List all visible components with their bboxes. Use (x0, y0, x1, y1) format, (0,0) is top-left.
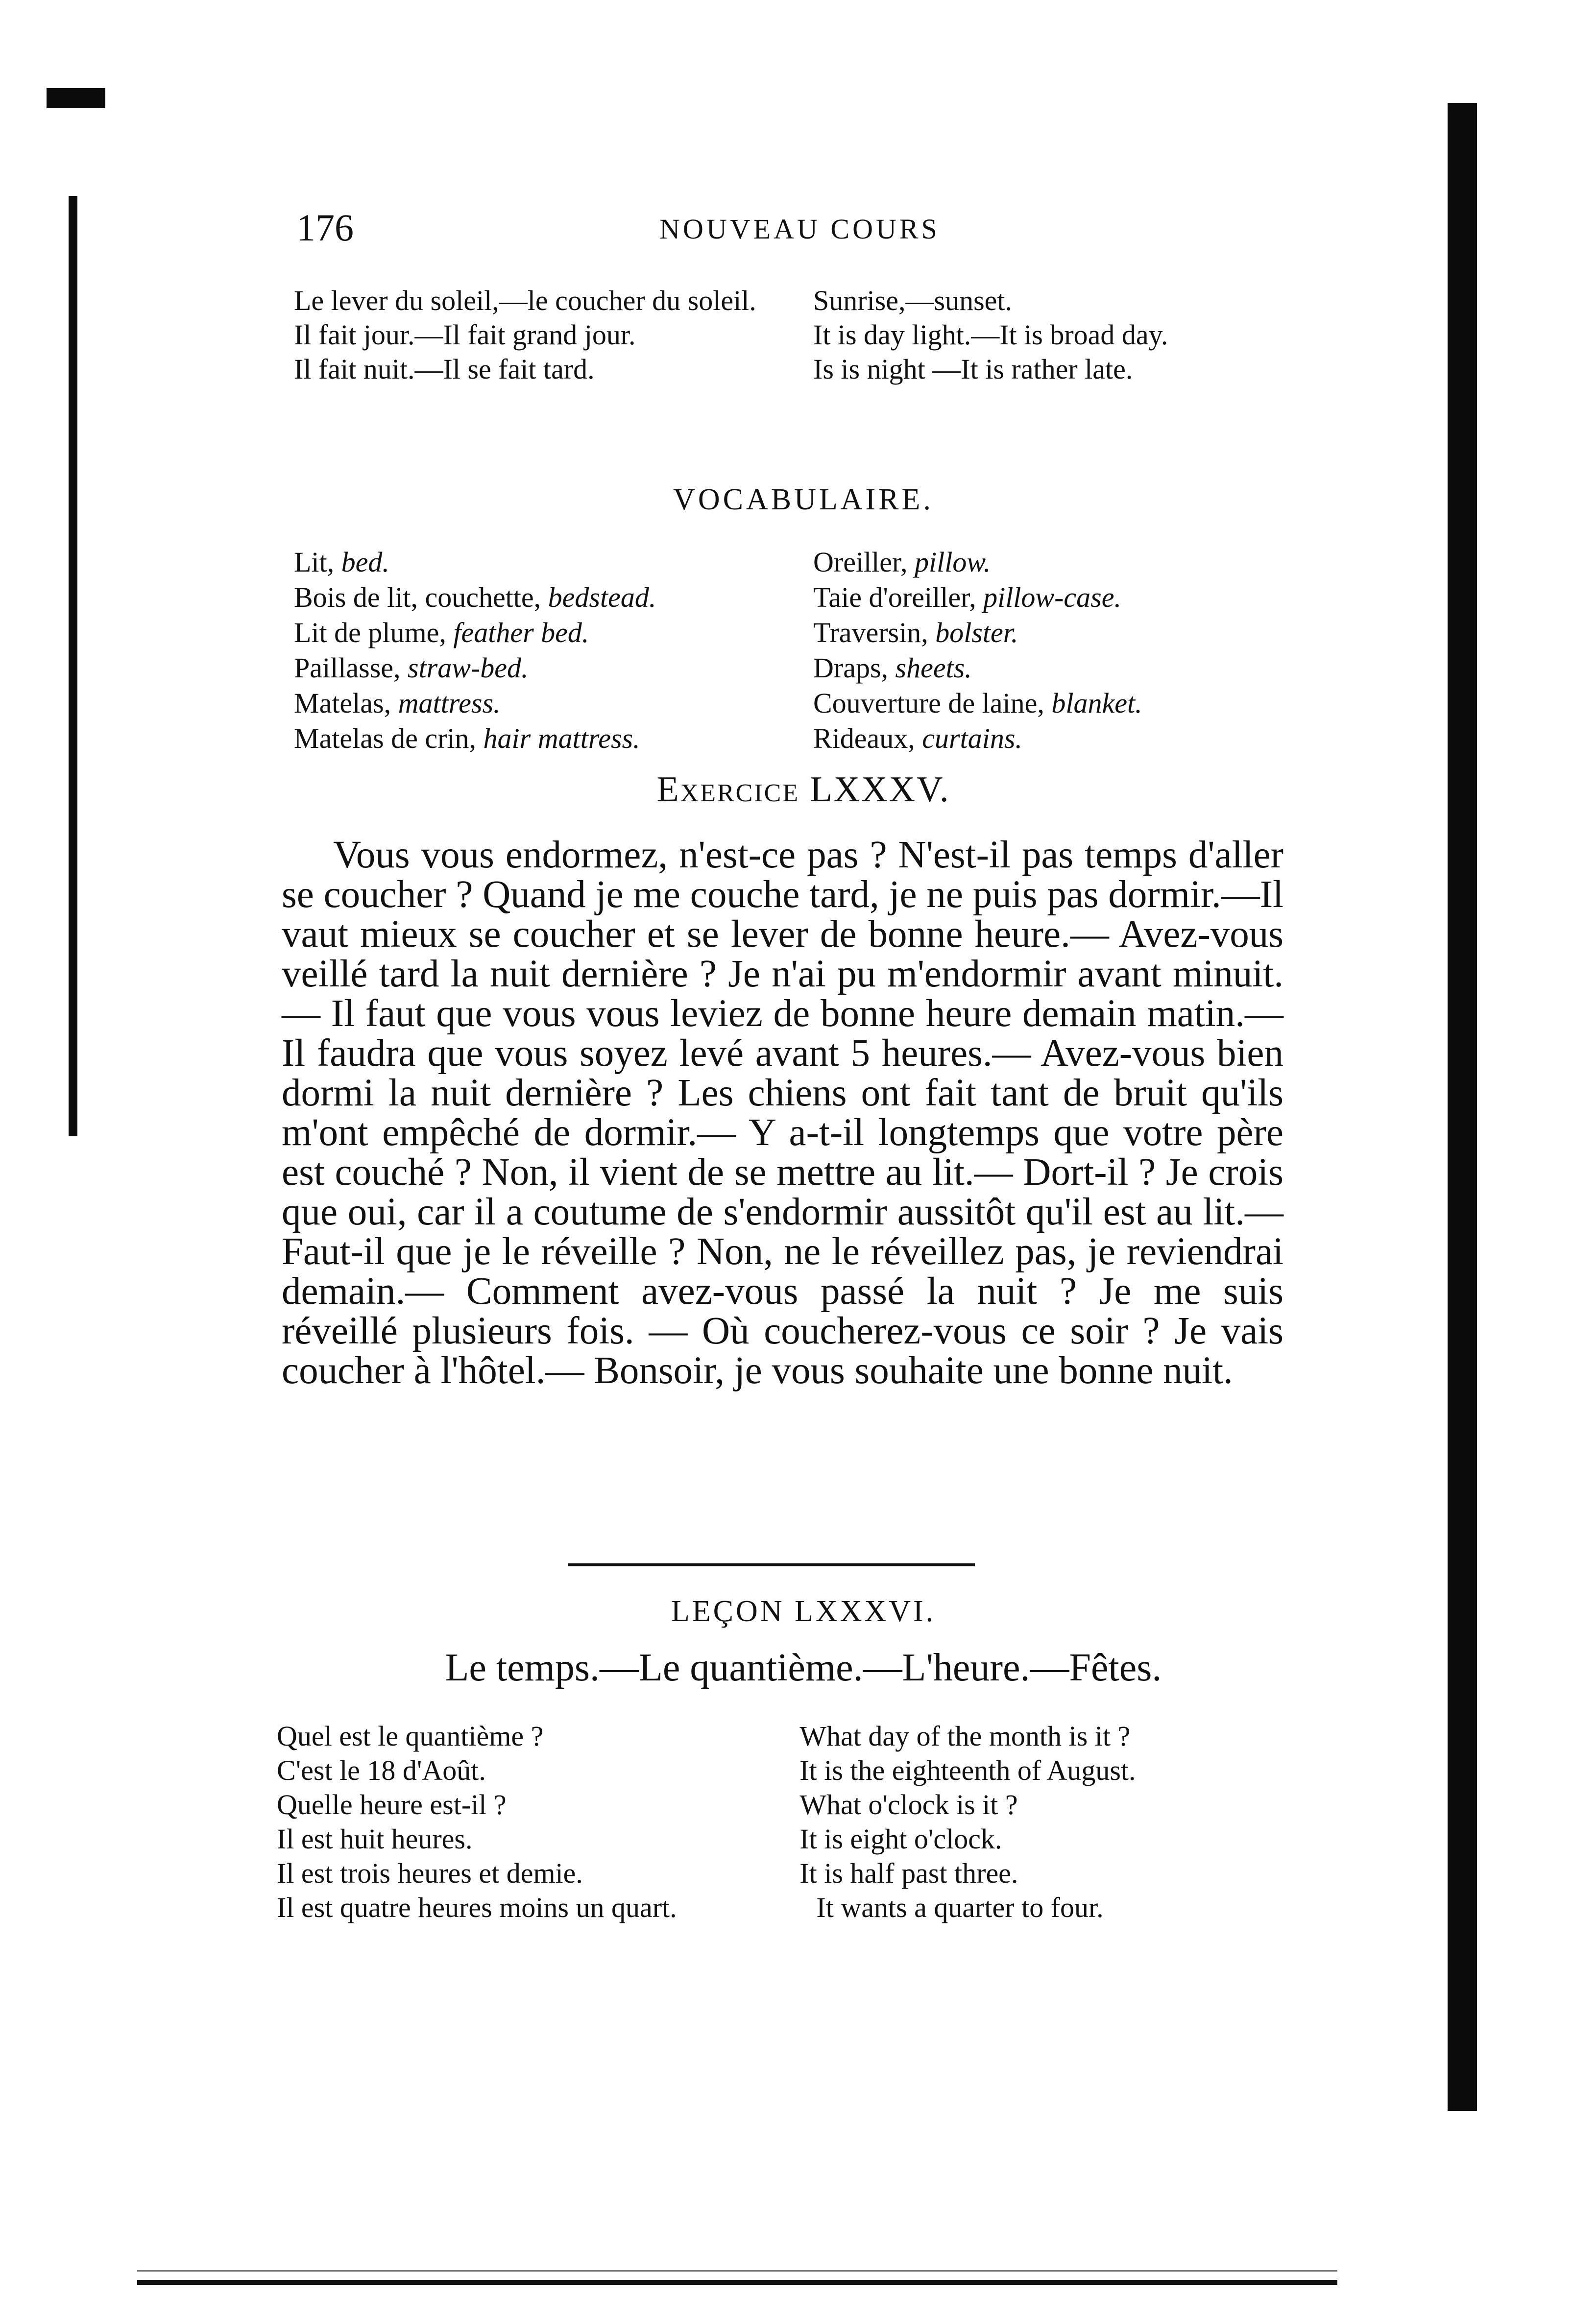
vocab-entry: Oreiller, pillow. (813, 546, 991, 578)
exercise-text (282, 835, 1283, 1390)
vocab-entry: Draps, sheets. (813, 652, 972, 684)
lesson-en: It wants a quarter to four. (816, 1892, 1104, 1923)
scan-bottom-edge-line (137, 2280, 1337, 2285)
vocab-entry: Lit de plume, feather bed. (294, 617, 589, 648)
vocab-row (294, 615, 1313, 650)
lesson-fr: C'est le 18 d'Août. (277, 1754, 486, 1786)
lesson-row (277, 1753, 1296, 1788)
vocab-entry: Matelas de crin, hair mattress. (294, 722, 640, 754)
phrase-row (294, 318, 1313, 352)
phrase-fr: Il fait nuit.—Il se fait tard. (294, 353, 595, 385)
lesson-en: What day of the month is it ? (799, 1720, 1131, 1752)
vocab-row (294, 650, 1313, 686)
vocab-entry: Lit, bed. (294, 546, 389, 578)
phrase-table (294, 284, 1313, 387)
scan-left-edge-bar (69, 196, 77, 1136)
lesson-en: What o'clock is it ? (799, 1789, 1018, 1821)
vocab-entry: Taie d'oreiller, pillow-case. (813, 581, 1121, 613)
section-divider (568, 1563, 975, 1566)
running-title: NOUVEAU COURS (659, 213, 940, 245)
vocab-row (294, 721, 1313, 756)
lesson-fr: Quel est le quantième ? (277, 1720, 544, 1752)
phrase-row (294, 284, 1313, 317)
exercise-paragraph: Vous vous endormez, n'est-ce pas ? N'est-il pas temps d'aller se coucher ? Quand je me couche tard, je ne puis pas dormir.—Il vaut mieux se coucher et se lever de bonne heure.— Avez-vous veillé tard la nuit dernière ? Je n'ai pu m'endormir avant minuit.— Il faut que vous vous leviez de bonne heure demain matin.— Il faudra que vous soyez levé avant 5 heures.— Avez-vous bien dormi la nuit dernière ? Les chiens ont fait tant de bruit qu'ils m'ont empêché de dormir.— Y a-t-il longtemps que votre père est couché ? Non, il vient de se mettre au lit.— Dort-il ? Je crois que oui, car il a coutume de s'endormir aussitôt qu'il est au lit.— Faut-il que je le réveille ? Non, ne le réveillez pas, je reviendrai demain.— Comment avez-vous passé la nuit ? Je me suis réveillé plusieurs fois. — Où coucherez-vous ce soir ? Je vais coucher à l'hôtel.— Bonsoir, je vous souhaite une bonne nuit. (282, 834, 1283, 1392)
lesson-row (277, 1719, 1296, 1753)
lesson-title: LEÇON LXXXVI. (671, 1595, 936, 1628)
lesson-fr: Il est quatre heures moins un quart. (277, 1892, 677, 1923)
lesson-subtitle: Le temps.—Le quantième.—L'heure.—Fêtes. (445, 1646, 1162, 1689)
lesson-en: It is eight o'clock. (799, 1823, 1002, 1855)
vocabulary-table (294, 545, 1313, 756)
vocab-row (294, 580, 1313, 615)
lesson-row (277, 1891, 1296, 1925)
phrase-fr: Il fait jour.—Il fait grand jour. (294, 319, 636, 351)
vocab-entry: Paillasse, straw-bed. (294, 652, 529, 684)
phrase-en: It is day light.—It is broad day. (813, 319, 1168, 351)
lesson-row (277, 1822, 1296, 1856)
page-number: 176 (296, 206, 354, 249)
lesson-row (277, 1856, 1296, 1891)
phrase-en: Is is night —It is rather late. (813, 353, 1133, 385)
vocab-entry: Couverture de laine, blanket. (813, 687, 1142, 719)
vocab-row (294, 545, 1313, 580)
lesson-row (277, 1788, 1296, 1822)
vocab-entry: Matelas, mattress. (294, 687, 501, 719)
page-header (296, 206, 1303, 250)
phrase-row (294, 353, 1313, 386)
phrase-fr: Le lever du soleil,—le coucher du soleil. (294, 285, 756, 316)
vocab-entry: Traversin, bolster. (813, 617, 1018, 648)
exercise-title: Exercice LXXXV. (656, 769, 950, 810)
scan-bottom-faint-line (137, 2270, 1337, 2272)
lesson-fr: Il est huit heures. (277, 1823, 473, 1855)
scan-right-edge-bar (1448, 103, 1477, 2111)
phrase-en: Sunrise,—sunset. (813, 285, 1012, 316)
lesson-en: It is the eighteenth of August. (799, 1754, 1136, 1786)
lesson-fr: Quelle heure est-il ? (277, 1789, 507, 1821)
lesson-fr: Il est trois heures et demie. (277, 1857, 583, 1889)
vocab-row (294, 686, 1313, 721)
vocab-entry: Bois de lit, couchette, bedstead. (294, 581, 656, 613)
lesson-table (277, 1719, 1296, 1925)
scan-left-edge-mark (47, 88, 105, 108)
vocabulary-title: VOCABULAIRE. (673, 483, 934, 516)
vocab-entry: Rideaux, curtains. (813, 722, 1022, 754)
lesson-en: It is half past three. (799, 1857, 1018, 1889)
